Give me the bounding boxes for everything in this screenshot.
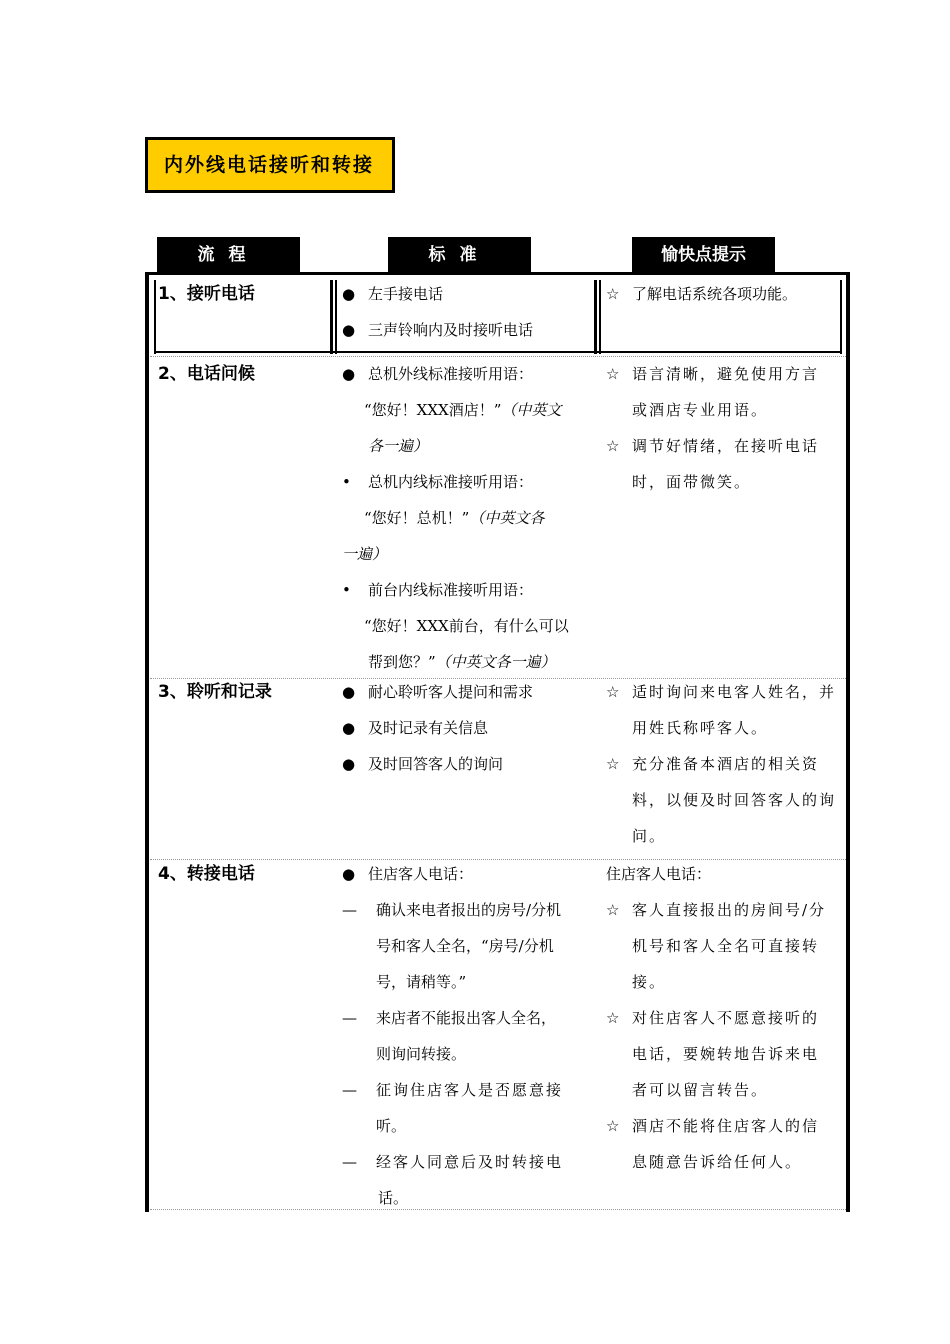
language-note: 一遍）: [342, 545, 388, 563]
row1-inner-left-line: [154, 280, 156, 354]
row3-standard: [342, 674, 592, 782]
bullet-icon: ●: [342, 321, 356, 339]
row4-standard: [342, 856, 594, 1216]
bullet-icon: ●: [342, 865, 356, 883]
standard-item: 住店客人电话：: [368, 865, 474, 883]
language-note: （中英文各: [469, 509, 545, 527]
bullet-icon: ●: [342, 285, 356, 303]
standard-item: 耐心聆听客人提问和需求: [368, 683, 534, 701]
standard-item: 总机外线标准接听用语：: [368, 365, 534, 383]
tip-item: 息随意告诉给任何人。: [632, 1153, 803, 1171]
standard-item: 号和客人全名，“房号/分机: [376, 937, 554, 955]
standard-item: 及时记录有关信息: [368, 719, 489, 737]
greeting-phrase: “您好！总机！”: [364, 509, 470, 527]
star-icon: ☆: [606, 1009, 622, 1027]
tip-item: 接。: [632, 973, 667, 991]
row1-inner-right-line: [840, 280, 842, 354]
tip-item: 客人直接报出的房间号/分: [632, 901, 827, 919]
star-icon: ☆: [606, 1117, 622, 1135]
col-divider-1: [330, 280, 333, 354]
star-icon: ☆: [606, 285, 620, 303]
tip-item: 语言清晰，避免使用方言: [632, 365, 820, 383]
tip-item: 或酒店专业用语。: [632, 401, 769, 419]
col-divider-2b: [599, 280, 601, 354]
dash-icon: —: [342, 1081, 359, 1099]
tip-item: 充分准备本酒店的相关资: [632, 755, 820, 773]
step-1-label: 1、接听电话: [158, 284, 255, 304]
star-icon: ☆: [606, 901, 622, 919]
bullet-icon: •: [342, 581, 351, 599]
language-note: （中英文: [501, 401, 562, 419]
standard-item: 总机内线标准接听用语：: [368, 473, 534, 491]
col-divider-2: [594, 280, 597, 354]
tip-item: 料，以便及时回答客人的询: [632, 791, 837, 809]
language-note: （中英文各一遍）: [435, 653, 556, 671]
row2-tips: [606, 356, 842, 500]
header-tips: 愉快点提示: [632, 237, 775, 273]
star-icon: ☆: [606, 683, 622, 701]
header-standard: 标准: [388, 237, 531, 273]
bullet-icon: •: [342, 473, 351, 491]
row3-tips: [606, 674, 842, 854]
star-icon: ☆: [606, 755, 622, 773]
tip-item: 适时询问来电客人姓名，并: [632, 683, 837, 701]
standard-item: 则询问转接。: [376, 1045, 467, 1063]
tip-item: 用姓氏称呼客人。: [632, 719, 769, 737]
tip-item: 了解电话系统各项功能。: [632, 285, 798, 303]
dash-icon: —: [342, 901, 357, 919]
star-icon: ☆: [606, 437, 622, 455]
greeting-phrase: 帮到您？”: [368, 653, 436, 671]
row4-tips: [606, 856, 842, 1180]
standard-item: 听。: [376, 1117, 407, 1135]
greeting-phrase: “您好！XXX酒店！”: [364, 401, 502, 419]
row1-tips: [606, 276, 838, 312]
tip-item: 时，面带微笑。: [632, 473, 752, 491]
table-right-border: [846, 272, 850, 1212]
tip-heading: 住店客人电话：: [606, 865, 712, 883]
standard-item: 前台内线标准接听用语：: [368, 581, 534, 599]
standard-item: 三声铃响内及时接听电话: [368, 321, 534, 339]
page-title: 内外线电话接听和转接: [145, 137, 395, 193]
col-divider-1b: [335, 280, 337, 354]
standard-item: 经客人同意后及时转接电: [376, 1153, 564, 1171]
standard-item: 及时回答客人的询问: [368, 755, 504, 773]
standard-item: 号，请稍等。”: [376, 973, 467, 991]
standard-item: 左手接电话: [368, 285, 444, 303]
tip-item: 酒店不能将住店客人的信: [632, 1117, 820, 1135]
header-process: 流程: [157, 237, 300, 273]
tip-item: 者可以留言转告。: [632, 1081, 769, 1099]
standard-item: 确认来电者报出的房号/分机: [376, 901, 562, 919]
table-top-border: [145, 272, 850, 275]
row2-standard: [342, 356, 592, 680]
step-4-label: 4、转接电话: [158, 864, 255, 884]
bullet-icon: ●: [342, 365, 356, 383]
step-2-label: 2、电话问候: [158, 364, 255, 384]
standard-item: 话。: [378, 1189, 409, 1207]
dash-icon: —: [342, 1153, 359, 1171]
tip-item: 对住店客人不愿意接听的: [632, 1009, 820, 1027]
greeting-phrase: “您好！XXX前台，有什么可以: [364, 617, 569, 635]
row1-bottom-line: [154, 351, 842, 353]
tip-item: 电话，要婉转地告诉来电: [632, 1045, 820, 1063]
standard-item: 来店者不能报出客人全名，: [376, 1009, 557, 1027]
star-icon: ☆: [606, 365, 622, 383]
row1-standard: [342, 276, 592, 348]
tip-item: 调节好情绪，在接听电话: [632, 437, 820, 455]
standard-item: 征询住店客人是否愿意接: [376, 1081, 564, 1099]
language-note: 各一遍）: [368, 437, 429, 455]
dash-icon: —: [342, 1009, 357, 1027]
tip-item: 问。: [632, 827, 667, 845]
tip-item: 机号和客人全名可直接转: [632, 937, 820, 955]
bullet-icon: ●: [342, 755, 356, 773]
bullet-icon: ●: [342, 719, 356, 737]
bullet-icon: ●: [342, 683, 356, 701]
step-3-label: 3、聆听和记录: [158, 682, 272, 702]
table-left-border: [145, 272, 149, 1212]
